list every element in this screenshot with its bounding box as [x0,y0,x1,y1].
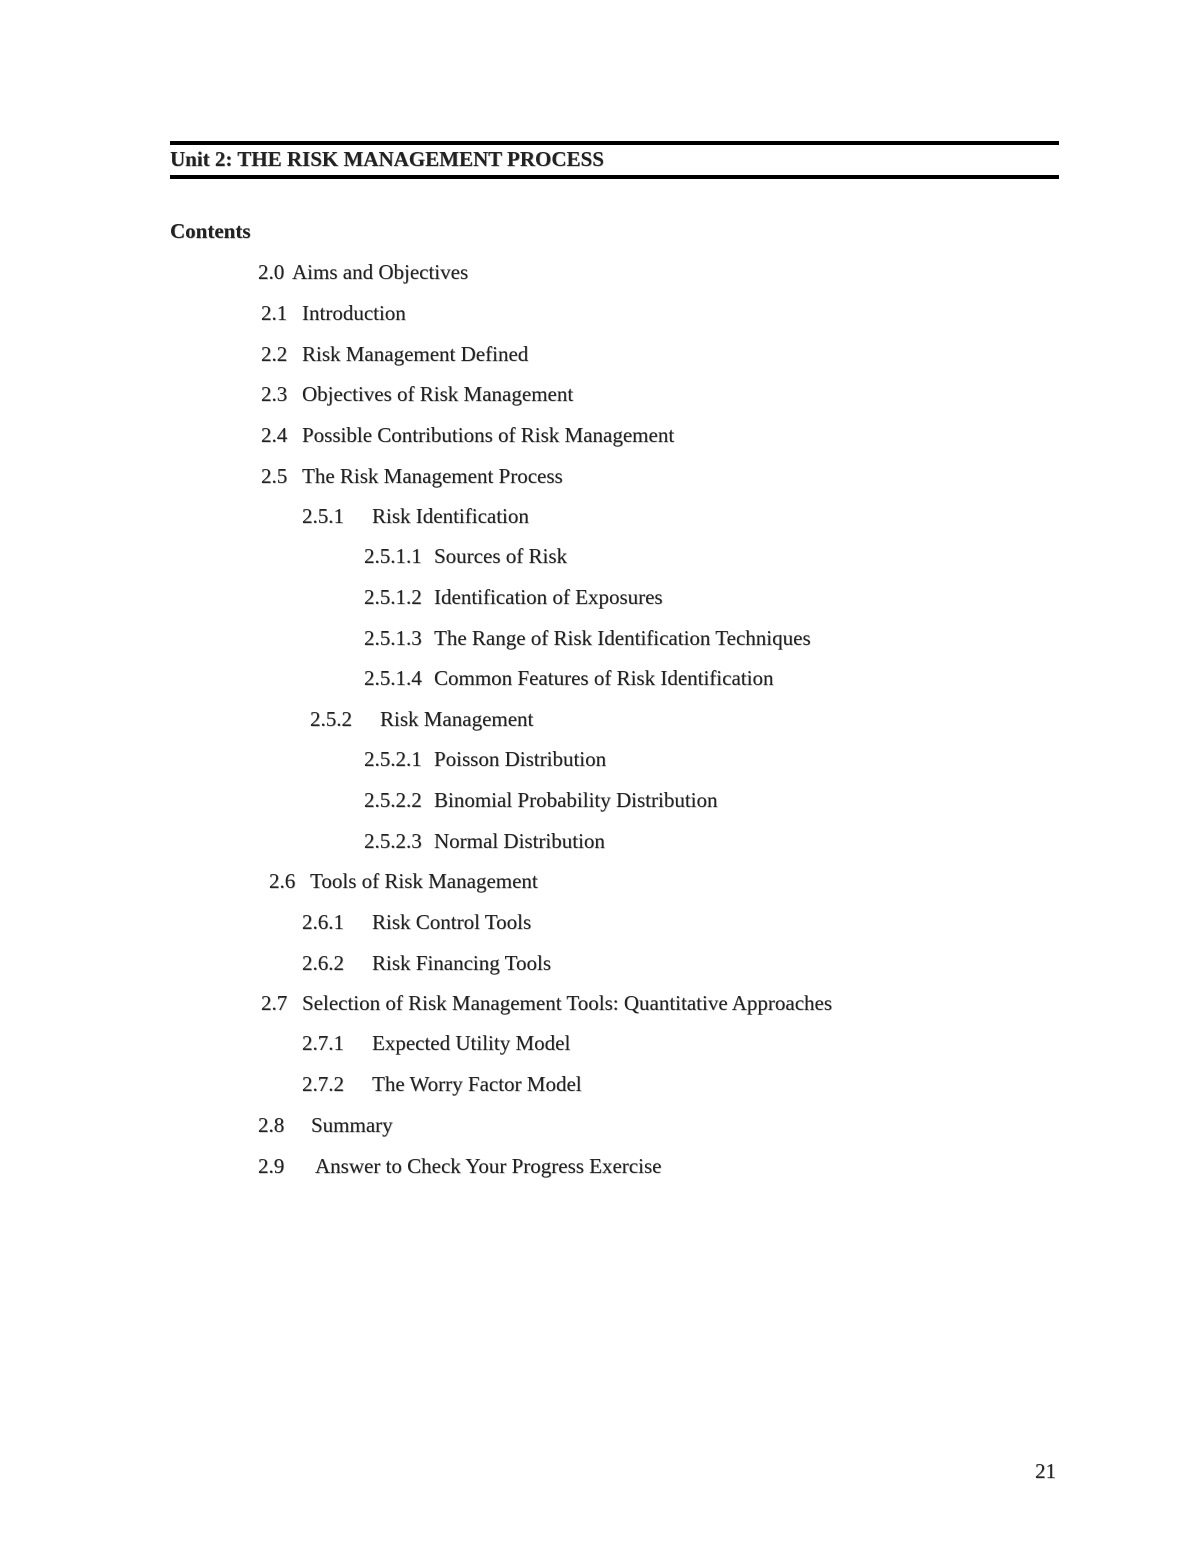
toc-title: Expected Utility Model [372,1031,571,1055]
toc-number: 2.8 [258,1113,285,1137]
toc-title: Risk Control Tools [372,910,532,934]
toc-number: 2.1 [261,301,288,325]
toc-title: Summary [311,1113,393,1137]
toc-title: Poisson Distribution [434,747,607,771]
toc-title: Possible Contributions of Risk Management [302,423,675,447]
toc-number: 2.7.1 [302,1031,344,1055]
toc-title: Introduction [302,301,406,325]
toc-title: Aims and Objectives [292,260,469,284]
toc-number: 2.9 [258,1154,285,1178]
toc-title: Answer to Check Your Progress Exercise [315,1154,662,1178]
toc-title: Objectives of Risk Management [302,382,574,406]
toc-number: 2.5.1.3 [364,626,422,650]
toc-number: 2.5.2 [310,707,352,731]
toc-number: 2.2 [261,342,288,366]
toc-title: The Worry Factor Model [372,1072,582,1096]
toc-number: 2.4 [261,423,288,447]
toc-title: Normal Distribution [434,829,605,853]
toc-number: 2.6 [269,869,296,893]
toc-number: 2.5.1.1 [364,544,422,568]
contents-heading: Contents [170,219,251,243]
toc-number: 2.6.2 [302,951,344,975]
toc-title: Sources of Risk [434,544,567,568]
toc-title: Common Features of Risk Identification [434,666,774,690]
header-top-rule [170,141,1059,145]
toc-number: 2.7 [261,991,288,1015]
toc-number: 2.5.1 [302,504,344,528]
toc-title: The Range of Risk Identification Techniques [434,626,811,650]
toc-title: Risk Financing Tools [372,951,551,975]
toc-number: 2.5.2.2 [364,788,422,812]
toc-number: 2.5.2.1 [364,747,422,771]
toc-title: Binomial Probability Distribution [434,788,718,812]
unit-title: Unit 2: THE RISK MANAGEMENT PROCESS [170,147,604,171]
toc-number: 2.7.2 [302,1072,344,1096]
toc-title: The Risk Management Process [302,464,563,488]
toc-title: Risk Management [380,707,534,731]
toc-title: Tools of Risk Management [310,869,538,893]
toc-title: Selection of Risk Management Tools: Quantitative Approaches [302,991,833,1015]
toc-number: 2.5 [261,464,288,488]
toc-number: 2.3 [261,382,288,406]
toc-number: 2.0 [258,260,285,284]
toc-number: 2.5.1.2 [364,585,422,609]
toc-title: Risk Management Defined [302,342,529,366]
page-number: 21 [1035,1459,1056,1483]
toc-number: 2.5.2.3 [364,829,422,853]
toc-title: Identification of Exposures [434,585,663,609]
toc-number: 2.6.1 [302,910,344,934]
toc-number: 2.5.1.4 [364,666,422,690]
toc-title: Risk Identification [372,504,529,528]
header-bottom-rule [170,175,1059,179]
